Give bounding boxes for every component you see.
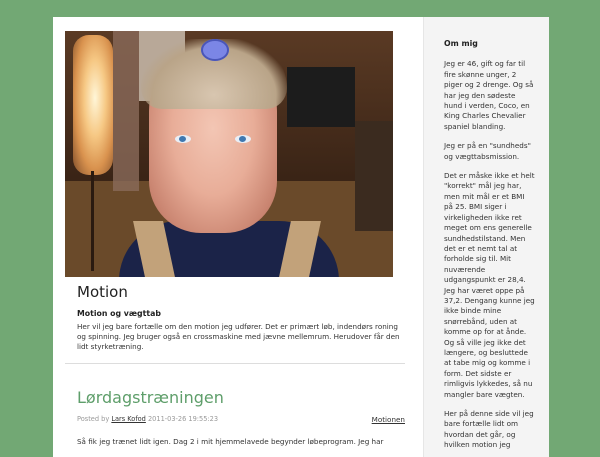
- photo-eye-left: [175, 135, 191, 143]
- post-category-link[interactable]: Motionen: [371, 414, 405, 424]
- sidebar-heading: Om mig: [444, 39, 478, 48]
- sidebar-paragraph: Jeg er 46, gift og far til fire skønne unger, 2 piger og 2 drenge. Og så har jeg den sødeste hund i verden, Coco, en King Charles Chevalier spaniel blanding.: [444, 59, 534, 131]
- category-text: Her vil jeg bare fortælle om den motion jeg udfører. Det er primært løb, indendørs roning og spinning. Jeg bruger også en crossmaskine med jævne mellemrum. Herudover får den lidt styrketræning.: [77, 322, 400, 352]
- photo-tv: [287, 67, 355, 127]
- photo-eye-right: [235, 135, 251, 143]
- category-subtitle: Motion og vægttab: [77, 309, 161, 318]
- divider: [65, 363, 405, 364]
- post-meta: [77, 415, 405, 423]
- photo-curtain: [113, 31, 139, 191]
- post-body: Så fik jeg trænet lidt igen. Dag 2 i mit hjemmelavede begynder løbeprogram. Jeg har: [77, 436, 384, 446]
- sidebar-paragraph: Jeg er på en "sundheds" og vægttabsmission.: [444, 141, 531, 161]
- main-content: [65, 31, 405, 446]
- sidebar-paragraph: Det er måske ikke et helt "korrekt" mål jeg har, men mit mål er et BMI på 25. BMI siger i virkeligheden ikke ret meget om ens generelle sundhedstilstand. Men det er et nemt tal at forholde sig til. Mit nuværende udgangspunkt er 28,4. Jeg har været oppe på 37,2. Dengang kunne jeg ikke binde mine snørrebånd, uden at komme op for at ånde. Og så ville jeg ikke det længere, og besluttede at tabe mig og komme i form. Det sidste er rimligvis lykkedes, så nu mangler bare vægten.: [444, 171, 535, 399]
- sidebar-paragraph: Her på denne side vil jeg bare fortælle lidt om hvordan det går, og hvilken motion jeg: [444, 409, 534, 450]
- header-photo: [65, 31, 393, 277]
- category-title: Motion: [77, 283, 128, 301]
- sidebar: [423, 17, 549, 457]
- photo-shelf: [355, 121, 393, 231]
- post-title[interactable]: Lørdagstræningen: [77, 387, 224, 407]
- post-author-link[interactable]: Lars Kofod: [111, 414, 146, 423]
- category-description: [65, 301, 405, 353]
- photo-lamp: [73, 35, 113, 175]
- page: [53, 17, 549, 457]
- photo-lamp-post: [91, 171, 94, 271]
- photo-flower: [201, 39, 229, 61]
- posted-by-label: Posted by: [77, 414, 110, 423]
- post-datetime: 2011-03-26 19:55:23: [147, 414, 219, 423]
